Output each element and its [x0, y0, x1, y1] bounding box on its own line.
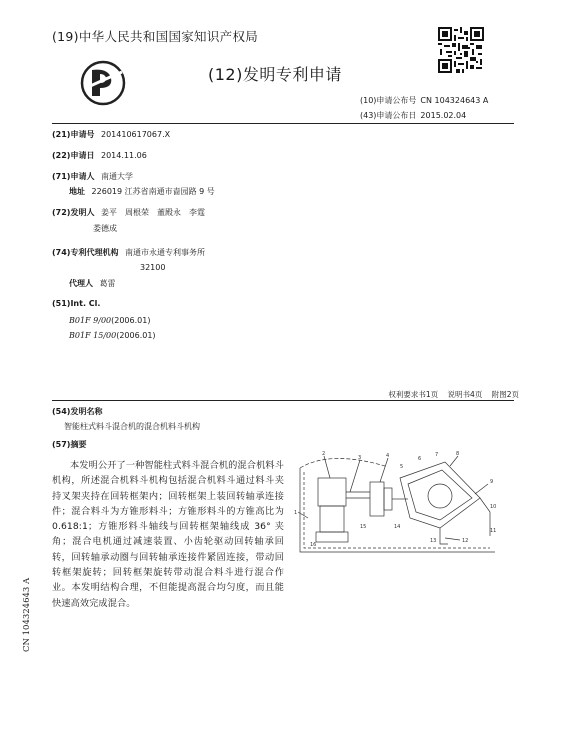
claims-pages: 权利要求书1页	[388, 390, 439, 399]
inventors-label: (72)发明人	[52, 208, 95, 217]
section-divider	[52, 400, 514, 401]
application-number: 201410617067.X	[101, 130, 171, 139]
agency-label: (74)专利代理机构	[52, 248, 119, 257]
agency-code: 32100	[140, 263, 166, 272]
title-label-text: (54)发明名称	[52, 407, 103, 416]
applicant-row	[52, 171, 133, 182]
header-divider	[52, 123, 514, 124]
agency: 南通市永通专利事务所	[125, 248, 205, 257]
ipc-row-2	[69, 331, 156, 340]
figure-label: 13	[430, 538, 437, 544]
filing-date-row	[52, 150, 147, 161]
figure-label: 14	[394, 524, 401, 530]
figure-label: 5	[400, 464, 404, 470]
agent-row	[69, 278, 116, 289]
page-counts	[381, 389, 519, 400]
ipc-version-1: (2006.01)	[111, 316, 151, 325]
figure-label: 1	[294, 510, 298, 516]
figure-label: 11	[490, 528, 497, 534]
filing-date: 2014.11.06	[101, 151, 147, 160]
drawings-pages: 附图2页	[491, 390, 519, 399]
figure-label: 2	[322, 451, 326, 457]
side-publication-code: CN 104324643 A	[22, 577, 32, 652]
address: 226019 江苏省南通市啬园路 9 号	[91, 187, 215, 196]
address-label: 地址	[69, 187, 85, 196]
abstract-label-text: (57)摘要	[52, 440, 87, 449]
figure-label: 7	[435, 452, 439, 458]
agent-label: 代理人	[69, 279, 93, 288]
inventors-line1: 姜平 周根荣 董殿永 李霆	[101, 208, 205, 217]
figure-label: 8	[456, 451, 460, 457]
mixer-drawing	[290, 448, 505, 558]
figure-label: 15	[360, 524, 367, 530]
filing-date-label: (22)申请日	[52, 151, 95, 160]
agency-row	[52, 247, 205, 258]
ipc-row-1	[69, 316, 150, 325]
inventors-row	[52, 207, 205, 218]
figure-label: 4	[386, 453, 390, 459]
figure-label: 6	[418, 456, 422, 462]
publication-number-row	[360, 95, 488, 106]
invention-title: 智能柱式料斗混合机的混合机料斗机构	[64, 422, 200, 431]
ipc-code-2: B01F 15/00	[69, 331, 117, 340]
publication-date-row	[360, 110, 466, 121]
figure-label: 16	[310, 542, 317, 548]
figure-label: 9	[490, 479, 494, 485]
figure-label: 10	[490, 504, 497, 510]
address-row	[69, 186, 215, 197]
cnipa-logo	[78, 58, 128, 108]
title-label	[52, 406, 102, 417]
qr-code	[438, 27, 484, 73]
ipc-version-2: (2006.01)	[116, 331, 156, 340]
application-number-row	[52, 129, 170, 140]
application-number-label: (21)申请号	[52, 130, 95, 139]
ipc-code-1: B01F 9/00	[69, 316, 112, 325]
applicant-label: (71)申请人	[52, 172, 95, 181]
int-cl-label	[52, 299, 100, 308]
publication-number: CN 104324643 A	[420, 96, 489, 105]
publication-date: 2015.02.04	[420, 111, 467, 120]
figure-label: 3	[358, 455, 362, 461]
abstract-label	[52, 439, 86, 450]
figure-label: 12	[462, 538, 469, 544]
int-cl-label-text: (51)Int. Cl.	[52, 299, 101, 308]
document-type: (12)发明专利申请	[208, 65, 342, 84]
applicant: 南通大学	[101, 172, 133, 181]
publication-number-label: (10)申请公布号	[360, 96, 417, 105]
description-pages: 说明书4页	[447, 390, 483, 399]
inventors-line2: 娄德成	[93, 224, 117, 233]
publication-date-label: (43)申请公布日	[360, 111, 417, 120]
office-name: (19)中华人民共和国国家知识产权局	[52, 29, 259, 44]
abstract-text: 本发明公开了一种智能柱式料斗混合机的混合机料斗机构，所述混合机料斗机构包括混合机料斗通过料斗夹持叉架夹持在回转框架内；回转框架上装回转轴承连接件；混合料斗为方锥形料斗；方锥形料斗的方锥高比为 0.618:1；方锥形料斗轴线与回转框架轴线成 36° 夹角；混合电机通过减速装置、小齿轮驱动回转轴承回转，回转轴承动圈与回转轴承连接件紧固连接，带动回转框架旋转；回转框架旋转带动混合料斗进行混合作业。本发明结构合理，不但能提高混合均匀度，而且能快速高效完成混合。	[52, 460, 284, 609]
agent: 葛雷	[99, 279, 116, 288]
